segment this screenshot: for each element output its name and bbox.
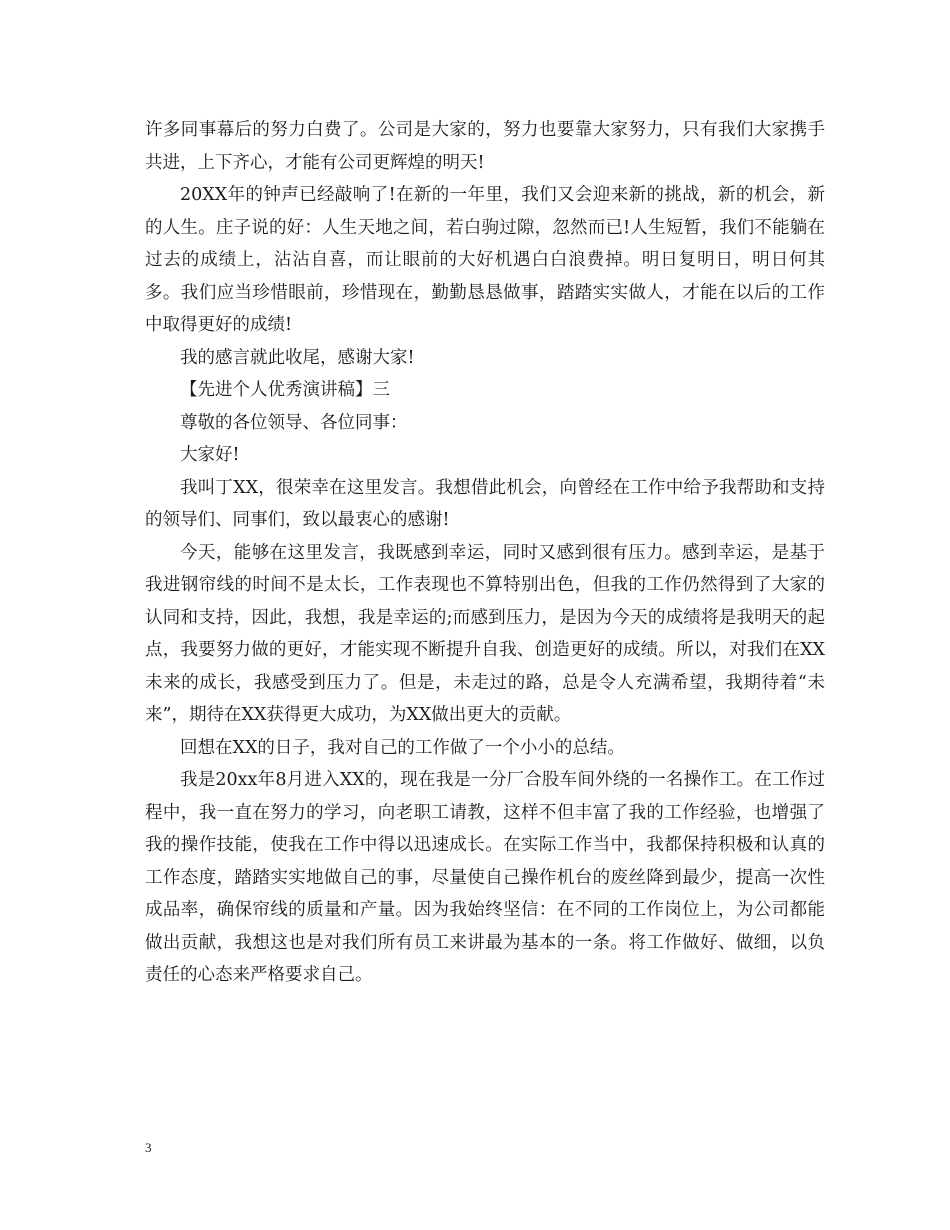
paragraph-continuation: 许多同事幕后的努力白费了。公司是大家的，努力也要靠大家努力，只有我们大家携手共进，上下齐心，才能有公司更辉煌的明天! xyxy=(145,120,825,173)
paragraph-summary-intro: 回想在XX的日子，我对自己的工作做了一个小小的总结。 xyxy=(180,737,625,758)
paragraph-closing-thanks: 我的感言就此收尾，感谢大家! xyxy=(180,347,415,368)
greeting: 大家好! xyxy=(180,445,240,465)
document-body xyxy=(145,114,825,992)
paragraph-luck-and-pressure: 今天，能够在这里发言，我既感到幸运，同时又感到很有压力。感到幸运，是基于我进钢帘线的时间不是太长，工作表现也不算特别出色，但我的工作仍然得到了大家的认同和支持，因此，我想，我是幸运的;而感到压力，是因为今天的成绩将是我明天的起点，我要努力做的更好，才能实现不断提升自我、创造更好的成绩。所以，对我们在XX未来的成长，我感受到压力了。但是，未走过的路，总是令人充满希望，我期待着“未来”，期待在XX获得更大成功，为XX做出更大的贡献。 xyxy=(145,542,825,725)
paragraph-work-experience: 我是20xx年8月进入XX的，现在我是一分厂合股车间外绕的一名操作工。在工作过程中，我一直在努力的学习，向老职工请教，这样不但丰富了我的工作经验，也增强了我的操作技能，使我在工作中得以迅速成长。在实际工作当中，我都保持积极和认真的工作态度，踏踏实实地做自己的事，尽量使自己操作机台的废丝降到最少，提高一次性成品率，确保帘线的质量和产量。因为我始终坚信：在不同的工作岗位上，为公司都能做出贡献，我想这也是对我们所有员工来讲最为基本的一条。将工作做好、做细，以负责任的心态来严格要求自己。 xyxy=(145,770,825,985)
salutation: 尊敬的各位领导、各位同事： xyxy=(180,412,408,433)
section-heading: 【先进个人优秀演讲稿】三 xyxy=(180,380,390,400)
page-number: 3 xyxy=(145,1140,152,1155)
paragraph-introduction: 我叫丁XX，很荣幸在这里发言。我想借此机会，向曾经在工作中给予我帮助和支持的领导们、同事们，致以最衷心的感谢! xyxy=(145,477,825,530)
paragraph-new-year: 20XX年的钟声已经敲响了!在新的一年里，我们又会迎来新的挑战，新的机会，新的人生。庄子说的好：人生天地之间，若白驹过隙，忽然而已!人生短暂，我们不能躺在过去的成绩上，沾沾自喜，而让眼前的大好机遇白白浪费掉。明日复明日，明日何其多。我们应当珍惜眼前，珍惜现在，勤勤恳恳做事，踏踏实实做人，才能在以后的工作中取得更好的成绩! xyxy=(145,185,825,335)
